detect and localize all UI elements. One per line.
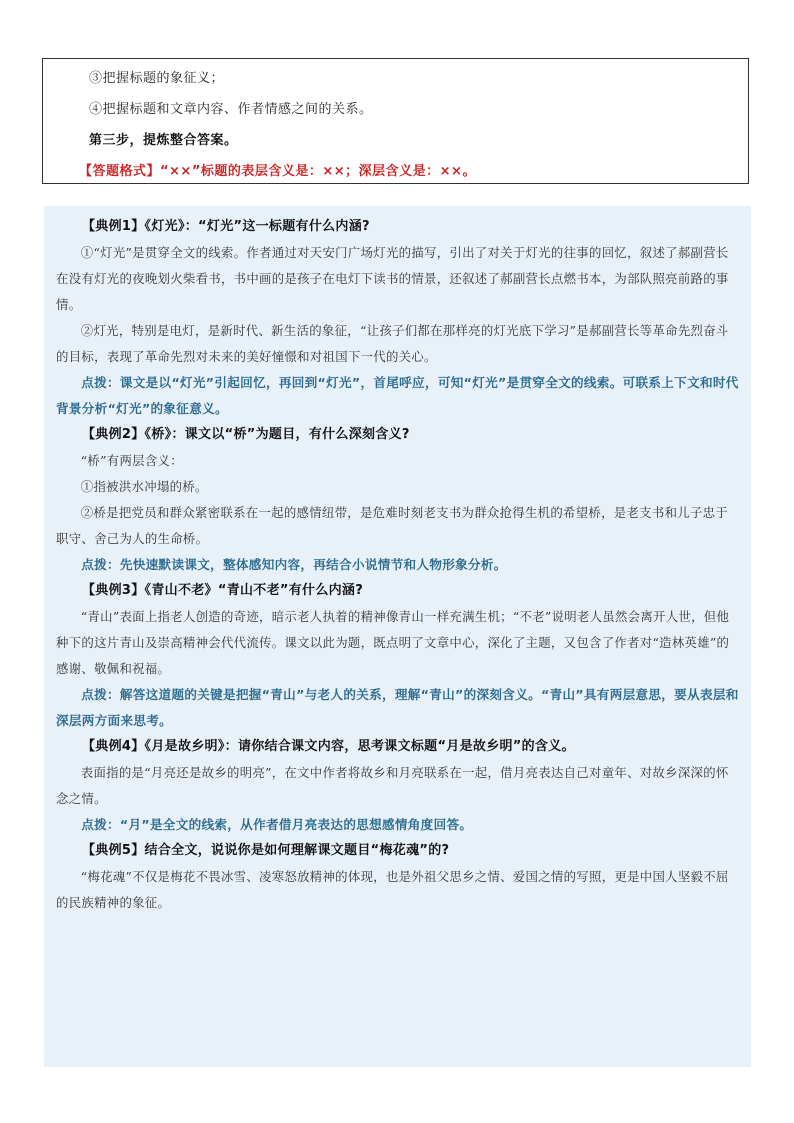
example-3-question: 【典例3】《青山不老》“青山不老”有什么内涵? <box>82 583 364 598</box>
examples-panel <box>44 206 751 1067</box>
method-line-4: ④把握标题和文章内容、作者情感之间的关系。 <box>89 102 373 117</box>
example-1-answer-1: ①“灯光”是贯穿全文的线索。作者通过对天安门广场灯光的描写，引出了对关于灯光的往事的回忆，叙述了郝副营长在没有灯光的夜晚划火柴看书，书中画的是孩子在电灯下读书的情景，还叙述了郝副营长点燃书本，为部队照亮前路的事情。 <box>56 245 729 312</box>
example-2-tip: 点拨：先快速默读课文，整体感知内容，再结合小说情节和人物形象分析。 <box>81 557 507 572</box>
example-1-answer-2: ②灯光，特别是电灯，是新时代、新生活的象征，“让孩子们都在那样亮的灯光底下学习”是郝副营长等革命先烈奋斗的目标，表现了革命先烈对未来的美好憧憬和对祖国下一代的关心。 <box>56 323 729 364</box>
example-2-answer-2: ①指被洪水冲塌的桥。 <box>80 479 208 494</box>
answer-format: 【答题格式】“××”标题的表层含义是：××；深层含义是：××。 <box>79 164 476 179</box>
method-box <box>42 58 749 184</box>
example-2-answer-1: “桥”有两层含义： <box>80 453 183 468</box>
example-3-tip: 点拨：解答这道题的关键是把握“青山”与老人的关系，理解“青山”的深刻含义。“青山”具有两层意思，要从表层和深层两方面来思考。 <box>56 687 739 728</box>
example-5-question: 【典例5】结合全文，说说你是如何理解课文题目“梅花魂”的? <box>82 843 450 858</box>
example-4-answer-1: 表面指的是“月亮还是故乡的明亮”，在文中作者将故乡和月亮联系在一起，借月亮表达自己对童年、对故乡深深的怀念之情。 <box>56 765 729 806</box>
example-4-tip: 点拨：“月”是全文的线索，从作者借月亮表达的思想感情角度回答。 <box>81 817 473 832</box>
example-2-answer-3: ②桥是把党员和群众紧密联系在一起的感情纽带，是危难时刻老支书为群众抢得生机的希望桥，是老支书和儿子忠于职守、舍己为人的生命桥。 <box>56 505 729 546</box>
example-2-question: 【典例2】《桥》：课文以“桥”为题目，有什么深刻含义? <box>82 427 410 442</box>
example-1-tip: 点拨：课文是以“灯光”引起回忆，再回到“灯光”，首尾呼应，可知“灯光”是贯穿全文的线索。可联系上下文和时代背景分析“灯光”的象征意义。 <box>56 375 739 416</box>
example-5-answer-1: “梅花魂”不仅是梅花不畏冰雪、凌寒怒放精神的体现，也是外祖父思乡之情、爱国之情的写照，更是中国人坚毅不屈的民族精神的象征。 <box>56 869 729 910</box>
example-4-question: 【典例4】《月是故乡明》：请你结合课文内容，思考课文标题“月是故乡明”的含义。 <box>82 739 575 754</box>
step-three-heading: 第三步，提炼整合答案。 <box>89 133 238 148</box>
method-line-3: ③把握标题的象征义； <box>89 71 225 86</box>
example-3-answer-1: “青山”表面上指老人创造的奇迹，暗示老人执着的精神像青山一样充满生机；“不老”说明老人虽然会离开人世，但他种下的这片青山及崇高精神会代代流传。课文以此为题，既点明了文章中心，深化了主题，又包含了作者对“造林英雄”的感谢、敬佩和祝福。 <box>56 609 730 676</box>
example-1-question: 【典例1】《灯光》：“灯光”这一标题有什么内涵? <box>82 219 370 234</box>
